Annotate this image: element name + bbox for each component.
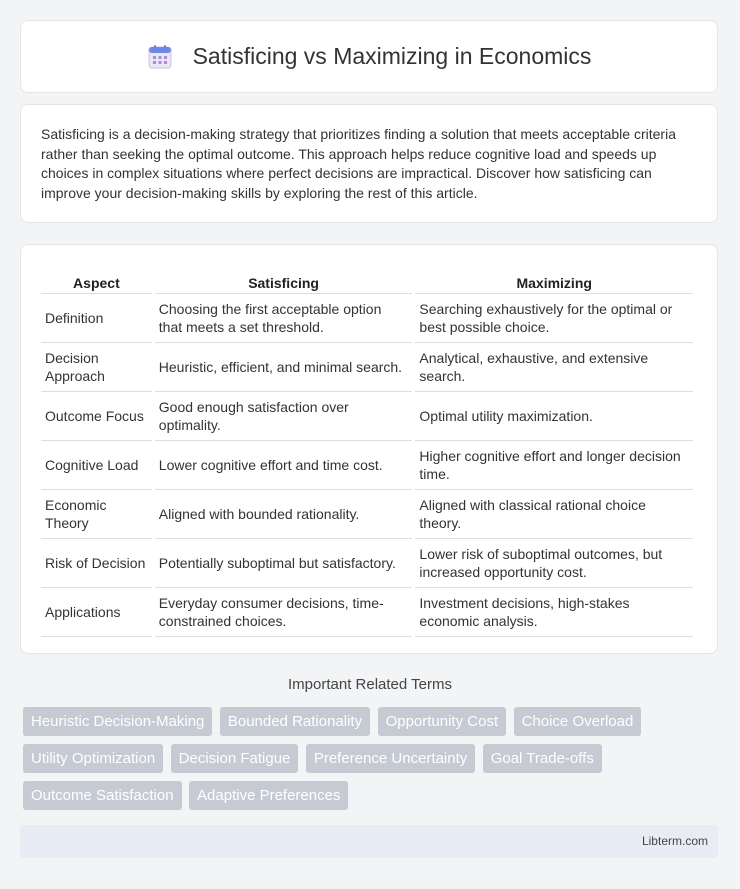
calendar-icon — [147, 44, 173, 70]
related-terms-title: Important Related Terms — [288, 676, 452, 693]
row-aspect: Cognitive Load — [41, 441, 152, 490]
row-aspect: Risk of Decision — [41, 539, 152, 588]
row-aspect: Outcome Focus — [41, 392, 152, 441]
table-row — [41, 588, 693, 637]
header-satisficing: Satisficing — [155, 265, 413, 294]
footer — [20, 825, 718, 858]
row-maximizing: Investment decisions, high-stakes economic analysis. — [415, 588, 693, 637]
related-term-tag[interactable]: Preference Uncertainty — [306, 744, 475, 773]
intro-card — [20, 104, 718, 223]
related-term-tag[interactable]: Adaptive Preferences — [189, 781, 348, 810]
related-term-tag[interactable]: Decision Fatigue — [171, 744, 299, 773]
row-satisficing: Potentially suboptimal but satisfactory. — [155, 539, 413, 588]
comparison-table — [38, 265, 696, 637]
row-satisficing: Everyday consumer decisions, time-constrained choices. — [155, 588, 413, 637]
intro-text: Satisficing is a decision-making strategy that prioritizes finding a solution that meets acceptable criteria rather than seeking the optimal outcome. This approach helps reduce cognitive load and speeds up choices in complex situations where perfect decisions are impractical. Discover how satisficing can improve your decision-making skills by exploring the rest of this article. — [41, 126, 676, 201]
page-title: Satisficing vs Maximizing in Economics — [192, 43, 592, 69]
row-maximizing: Analytical, exhaustive, and extensive search. — [415, 343, 693, 392]
table-row — [41, 441, 693, 490]
footer-site-link[interactable]: Libterm.com — [641, 834, 708, 848]
row-maximizing: Lower risk of suboptimal outcomes, but increased opportunity cost. — [415, 539, 693, 588]
row-maximizing: Aligned with classical rational choice theory. — [415, 490, 693, 539]
related-term-tag[interactable]: Opportunity Cost — [378, 707, 507, 736]
related-term-tag[interactable]: Heuristic Decision-Making — [23, 707, 212, 736]
row-satisficing: Aligned with bounded rationality. — [155, 490, 413, 539]
table-row — [41, 294, 693, 343]
related-terms-list — [23, 707, 723, 818]
table-row — [41, 490, 693, 539]
row-maximizing: Optimal utility maximization. — [415, 392, 693, 441]
related-term-tag[interactable]: Utility Optimization — [23, 744, 163, 773]
row-aspect: Definition — [41, 294, 152, 343]
comparison-table-card — [20, 244, 718, 654]
related-term-tag[interactable]: Choice Overload — [514, 707, 642, 736]
table-header-row — [41, 265, 693, 294]
header-card — [20, 20, 718, 93]
row-satisficing: Choosing the first acceptable option that meets a set threshold. — [155, 294, 413, 343]
row-maximizing: Higher cognitive effort and longer decision time. — [415, 441, 693, 490]
header-aspect: Aspect — [41, 265, 152, 294]
row-aspect: Economic Theory — [41, 490, 152, 539]
row-satisficing: Good enough satisfaction over optimality. — [155, 392, 413, 441]
header-maximizing: Maximizing — [415, 265, 693, 294]
related-term-tag[interactable]: Bounded Rationality — [220, 707, 370, 736]
row-satisficing: Heuristic, efficient, and minimal search. — [155, 343, 413, 392]
related-term-tag[interactable]: Outcome Satisfaction — [23, 781, 182, 810]
row-aspect: Decision Approach — [41, 343, 152, 392]
table-row — [41, 343, 693, 392]
related-term-tag[interactable]: Goal Trade-offs — [483, 744, 602, 773]
row-satisficing: Lower cognitive effort and time cost. — [155, 441, 413, 490]
row-maximizing: Searching exhaustively for the optimal or best possible choice. — [415, 294, 693, 343]
table-row — [41, 539, 693, 588]
table-row — [41, 392, 693, 441]
row-aspect: Applications — [41, 588, 152, 637]
